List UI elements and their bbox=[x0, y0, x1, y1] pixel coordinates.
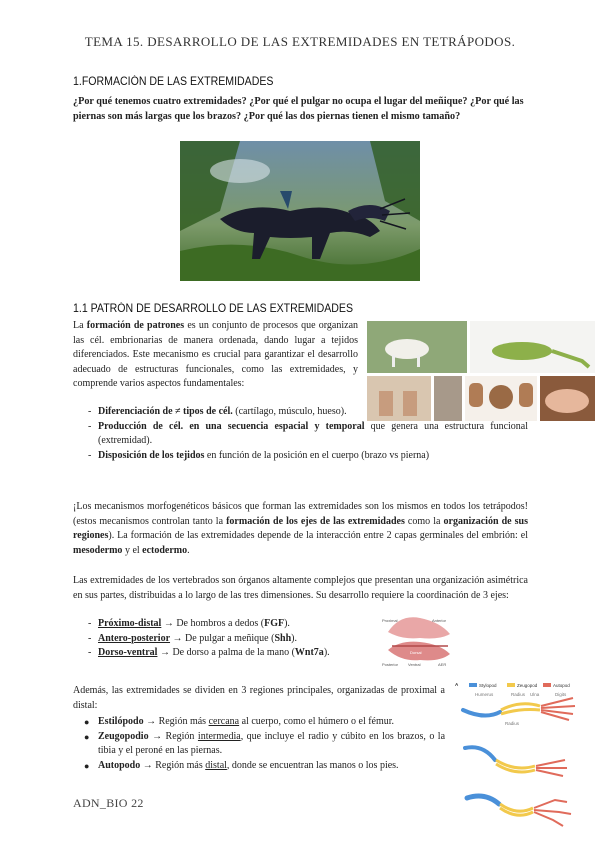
diagram-label: Ventral bbox=[408, 662, 421, 667]
regions-list bbox=[73, 715, 445, 773]
diagram-label: Anterior bbox=[432, 618, 447, 623]
section-heading-formacion: 1.FORMACIÓN DE LAS EXTREMIDADES bbox=[73, 76, 274, 88]
diagram-label: A bbox=[455, 682, 459, 687]
diagram-label: AER bbox=[438, 662, 447, 667]
axis-item: - Antero-posterior → De pulgar a meñique (Shh). bbox=[73, 632, 373, 647]
axis-item: - Próximo-distal → De hombros a dedos (FGF). bbox=[73, 617, 373, 632]
aspects-list bbox=[73, 405, 528, 463]
morphogenetic-paragraph: ¡Los mecanismos morfogenéticos básicos que forman las extremidades son los mismos en todos los tetrápodos! (estos mecanismos controlan tanto la formación de los ejes de las extremidades como la organización de sus regiones). La formación de las extremidades depende de la interacción entre 2 capas germinales del embrión: el mesodermo y el ectodermo. bbox=[73, 501, 528, 556]
section-questions: ¿Por qué tenemos cuatro extremidades? ¿Por qué el pulgar no ocupa el lugar del meñique? ¿Por qué las piernas son más largas que los brazos? ¿Por qué las dos piernas tienen el mismo tamaño? bbox=[73, 96, 524, 122]
aspect-item: - Diferenciación de ≠ tipos de cél. (cartílago, músculo, hueso). bbox=[73, 405, 353, 420]
section-heading-patron: 1.1 PATRÓN DE DESARROLLO DE LAS EXTREMIDADES bbox=[73, 303, 354, 315]
diagram-label: Ulna bbox=[530, 692, 540, 697]
diagram-label: Humerus bbox=[475, 692, 494, 697]
region-item: ● Estilópodo → Región más cercana al cuerpo, como el húmero o el fémur. bbox=[73, 715, 445, 730]
footer-label: ADN_BIO 22 bbox=[73, 796, 144, 810]
axes-list bbox=[73, 617, 373, 661]
diagram-label: Posterior bbox=[382, 662, 399, 667]
diagram-label: Radius bbox=[511, 692, 526, 697]
limb-regions-diagram bbox=[455, 680, 580, 830]
diagram-label: Dorsal bbox=[410, 650, 422, 655]
axis-item: - Dorso-ventral → De dorso a palma de la mano (Wnt7a). bbox=[73, 646, 373, 661]
regions-intro-paragraph: Además, las extremidades se dividen en 3 regiones principales, organizadas de proximal a distal: bbox=[73, 685, 445, 711]
limb-bud-axes-diagram bbox=[380, 610, 456, 670]
diagram-label: Stylopod bbox=[479, 683, 497, 688]
aspect-item: - Disposición de los tejidos en función de la posición en el cuerpo (brazo vs pierna) bbox=[73, 449, 528, 464]
diagram-label: Autopod bbox=[553, 683, 570, 688]
page-title: TEMA 15. DESARROLLO DE LAS EXTREMIDADES EN TETRÁPODOS. bbox=[84, 34, 516, 49]
diagram-label: Zeugopod bbox=[517, 683, 538, 688]
intro-paragraph: La formación de patrones es un conjunto de procesos que organizan las cél. embrionarias de manera ordenada, dando lugar a tejidos diferenciados. Este mecanismo es crucial para garantizar el desarrollo adecuado de estructuras funcionales, como las extremidades, y comprende varios aspectos fundamentales: bbox=[73, 320, 359, 389]
region-item: ● Autopodo → Región más distal, donde se encuentran las manos o los pies. bbox=[73, 759, 445, 774]
diagram-label: Proximal bbox=[382, 618, 398, 623]
aspect-item: - Producción de cél. en una secuencia espacial y temporal que genera una estructura funcional (extremidad). bbox=[73, 420, 528, 449]
region-item: ● Zeugopodio → Región intermedia, que incluye el radio y cúbito en los brazos, o la tibia y el peroné en las piernas. bbox=[73, 730, 445, 759]
creature-illustration bbox=[180, 141, 420, 281]
axes-intro-paragraph: Las extremidades de los vertebrados son órganos altamente complejos que presentan una organización asimétrica en sus partes, distribuidas a lo largo de las tres dimensiones. Su desarrollo requiere la coordinación de 3 ejes: bbox=[73, 575, 528, 601]
diagram-label: Radius bbox=[505, 721, 520, 726]
diagram-label: Digits bbox=[555, 692, 567, 697]
